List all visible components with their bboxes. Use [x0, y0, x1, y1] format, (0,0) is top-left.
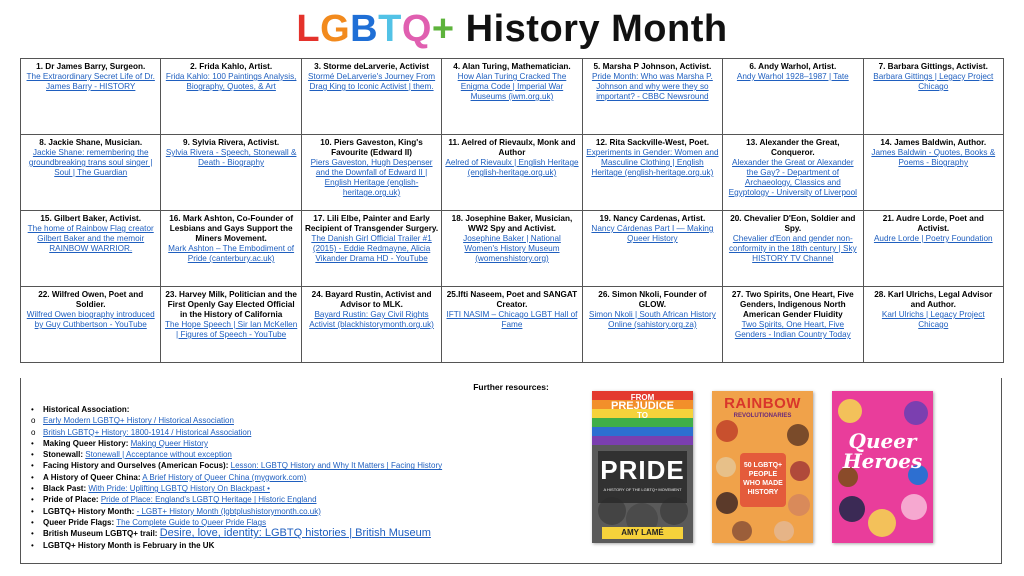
- day-link[interactable]: The Danish Girl Official Trailer #1 (2015) - Eddie Redmayne, Alicia Vikander Drama HD - YouTube: [311, 234, 432, 263]
- bullet-icon: •: [31, 461, 34, 471]
- day-cell: [582, 287, 722, 363]
- day-cell: [301, 59, 441, 135]
- resource-link[interactable]: A Brief History of Queer China (mygwork.com): [142, 472, 307, 482]
- resource-label: Facing History and Ourselves (American Focus):: [43, 461, 229, 471]
- day-heading: 22. Wilfred Owen, Poet and Soldier.: [38, 290, 144, 309]
- day-link[interactable]: Audre Lorde | Poetry Foundation: [873, 234, 993, 243]
- day-link[interactable]: IFTI NASIM – Chicago LGBT Hall of Fame: [446, 310, 578, 329]
- book2-title: RAINBOW: [724, 395, 801, 412]
- calendar-row: [21, 287, 1004, 363]
- resource-label: LGBTQ+ History Month:: [43, 506, 135, 516]
- day-heading: 20. Chevalier D'Eon, Soldier and Spy.: [730, 214, 856, 233]
- bullet-icon: •: [31, 450, 34, 460]
- book3-title: Queer Heroes: [842, 429, 923, 473]
- day-link[interactable]: The Hope Speech | Sir Ian McKellen | Figures of Speech - YouTube: [164, 320, 298, 339]
- title-letter: G: [320, 8, 351, 50]
- day-heading: 10. Piers Gaveston, King's Favourite (Edward II): [320, 138, 423, 157]
- day-cell: [301, 135, 441, 211]
- day-heading: 18. Josephine Baker, Musician, WW2 Spy and Activist.: [451, 214, 573, 233]
- resource-link[interactable]: The Complete Guide to Queer Pride Flags: [116, 517, 267, 527]
- day-cell: [21, 287, 161, 363]
- day-link[interactable]: Aelred of Rievaulx | English Heritage (english-heritage.org.uk): [445, 158, 579, 177]
- resource-label: Making Queer History:: [43, 438, 129, 448]
- resource-link[interactable]: Desire, love, identity: LGBTQ histories | British Museum: [159, 527, 431, 540]
- day-heading: 14. James Baldwin, Author.: [880, 138, 987, 147]
- day-link[interactable]: Barbara Gittings | Legacy Project Chicago: [873, 72, 994, 91]
- day-heading: 26. Simon Nkoli, Founder of GLOW.: [598, 290, 707, 309]
- bullet-icon: •: [31, 517, 34, 527]
- day-link[interactable]: Frida Kahlo: 100 Paintings Analysis, Biography, Quotes, & Art: [165, 72, 297, 91]
- book-cover-prejudice-to-pride: [592, 391, 693, 543]
- calendar-row: [21, 59, 1004, 135]
- day-heading: 11. Aelred of Rievaulx, Monk and Author: [448, 138, 576, 157]
- day-heading: 1. Dr James Barry, Surgeon.: [36, 62, 146, 71]
- day-cell: [21, 135, 161, 211]
- book2-subtitle: 50 LGBTQ+ PEOPLE WHO MADE HISTORY: [743, 462, 783, 496]
- title-letter: +: [431, 8, 455, 50]
- resource-item: [31, 415, 591, 426]
- day-link[interactable]: Andy Warhol 1928–1987 | Tate: [736, 72, 849, 81]
- bullet-icon: •: [31, 472, 34, 482]
- day-link[interactable]: The home of Rainbow Flag creator Gilbert Baker and the memoir RAINBOW WARRIOR.: [27, 224, 154, 253]
- resource-label: Pride of Place:: [43, 495, 99, 505]
- day-heading: 12. Rita Sackville-West, Poet.: [595, 138, 709, 147]
- resource-item: [31, 528, 591, 539]
- bullet-icon: o: [31, 416, 36, 426]
- resource-label: LGBTQ+ History Month is February in the UK: [43, 540, 215, 550]
- day-link[interactable]: Jackie Shane: remembering the groundbreaking trans soul singer | Soul | The Guardian: [28, 148, 153, 177]
- day-cell: [582, 135, 722, 211]
- day-cell: [723, 211, 863, 287]
- bullet-icon: •: [31, 529, 34, 539]
- title-letter: T: [378, 8, 402, 50]
- resource-label: Black Past:: [43, 484, 87, 494]
- title-letter: Q: [401, 8, 432, 50]
- bullet-icon: •: [31, 405, 34, 414]
- title-text: History Month: [465, 8, 728, 50]
- resources-heading: Further resources:: [473, 382, 549, 392]
- resource-item: [31, 460, 591, 471]
- resource-item: [31, 438, 591, 449]
- day-cell: [582, 59, 722, 135]
- day-heading: 2. Frida Kahlo, Artist.: [190, 62, 273, 71]
- book2-title-2: REVOLUTIONARIES: [733, 413, 792, 419]
- day-heading: 7. Barbara Gittings, Activist.: [878, 62, 988, 71]
- resource-item: [31, 472, 591, 483]
- day-heading: 6. Andy Warhol, Artist.: [749, 62, 837, 71]
- resource-item: [31, 494, 591, 505]
- resource-label: A History of Queer China:: [43, 472, 141, 482]
- resource-item: [31, 427, 591, 438]
- resource-label: Stonewall:: [43, 450, 84, 460]
- resource-link[interactable]: Stonewall | Acceptance without exception: [85, 450, 232, 460]
- day-cell: [442, 59, 582, 135]
- day-heading: 5. Marsha P Johnson, Activist.: [593, 62, 712, 71]
- resource-item: [31, 506, 591, 517]
- resources-list: [31, 404, 591, 551]
- day-link[interactable]: Two Spirits, One Heart, Five Genders - Indian Country Today: [734, 320, 851, 339]
- day-link[interactable]: Karl Ulrichs | Legacy Project Chicago: [881, 310, 985, 329]
- lgbtq-rainbow-wordmark: [296, 8, 454, 50]
- book1-author: AMY LAMÉ: [621, 528, 664, 537]
- day-cell: [723, 287, 863, 363]
- day-link[interactable]: Experiments in Gender: Women and Masculine Clothing | English Heritage (english-heritage.org.uk): [586, 148, 719, 177]
- day-cell: [301, 287, 441, 363]
- calendar-grid: [20, 58, 1004, 363]
- resource-label: Historical Association:: [43, 405, 130, 414]
- day-cell: [442, 135, 582, 211]
- resource-link[interactable]: - LGBT+ History Month (lgbtplushistorymonth.co.uk): [136, 506, 321, 516]
- day-link[interactable]: Nancy Cárdenas Part I — Making Queer History: [591, 224, 714, 243]
- day-heading: 16. Mark Ashton, Co-Founder of Lesbians and Gays Support the Miners Movement.: [169, 214, 294, 243]
- day-heading: 19. Nancy Cardenas, Artist.: [599, 214, 706, 223]
- day-link[interactable]: How Alan Turing Cracked The Enigma Code | Imperial War Museums (iwm.org.uk): [457, 72, 567, 101]
- day-cell: [161, 135, 301, 211]
- day-cell: [442, 211, 582, 287]
- day-cell: [301, 211, 441, 287]
- day-link[interactable]: Chevalier d'Eon and gender non-conformity in the 18th century | Sky HISTORY TV Channel: [728, 234, 857, 263]
- resource-link[interactable]: With Pride: Uplifting LGBTQ History On Blackpast •: [88, 484, 270, 494]
- day-link[interactable]: Pride Month: Who was Marsha P. Johnson and why were they so important? - CBBC Newsround: [591, 72, 713, 101]
- day-heading: 21. Audre Lorde, Poet and Activist.: [882, 214, 984, 233]
- day-cell: [161, 211, 301, 287]
- day-cell: [21, 59, 161, 135]
- book1-title-pride: PRIDE: [600, 455, 685, 485]
- day-heading: 24. Bayard Rustin, Activist and Advisor to MLK.: [311, 290, 432, 309]
- day-heading: 27. Two Spirits, One Heart, Five Genders, Indigenous North American Gender Fluidity: [731, 290, 854, 319]
- resource-link[interactable]: British LGBTQ+ History: 1800-1914 / Historical Association: [43, 427, 252, 437]
- day-heading: 3. Storme deLarverie, Activist: [314, 62, 429, 71]
- day-heading: 25.Ifti Naseem, Poet and SANGAT Creator.: [446, 290, 578, 309]
- day-cell: [863, 59, 1003, 135]
- day-heading: 4. Alan Turing, Mathematician.: [453, 62, 571, 71]
- page-title: [0, 6, 1024, 52]
- resource-item: [31, 449, 591, 460]
- day-link[interactable]: Bayard Rustin: Gay Civil Rights Activist (blackhistorymonth.org.uk): [309, 310, 434, 329]
- day-cell: [863, 211, 1003, 287]
- resource-item: [31, 540, 591, 551]
- resource-label: Queer Pride Flags:: [43, 517, 115, 527]
- day-link[interactable]: Simon Nkoli | South African History Online (sahistory.org.za): [588, 310, 716, 329]
- book1-title-top: FROM PREJUDICE TO: [611, 393, 674, 420]
- day-cell: [863, 135, 1003, 211]
- resource-link[interactable]: Lesson: LGBTQ History and Why It Matters | Facing History: [230, 461, 443, 471]
- day-cell: [723, 59, 863, 135]
- title-letter: L: [296, 8, 321, 50]
- day-cell: [863, 287, 1003, 363]
- bullet-icon: •: [31, 495, 34, 505]
- book-cover-rainbow-revolutionaries: [712, 391, 813, 543]
- day-link[interactable]: Alexander the Great or Alexander the Gay? - Department of Archaeology, Classics and Egyptology - University of Liverpool: [728, 158, 857, 197]
- day-heading: 23. Harvey Milk, Politician and the First Openly Gay Elected Official in the History of California: [165, 290, 297, 319]
- resource-link[interactable]: Pride of Place: England's LGBTQ Heritage | Historic England: [100, 495, 317, 505]
- day-link[interactable]: Stormé DeLarverie's Journey From Drag King to Iconic Activist | them.: [307, 72, 436, 91]
- book-cover-queer-heroes: [832, 391, 933, 543]
- bullet-icon: o: [31, 427, 36, 437]
- day-link[interactable]: The Extraordinary Secret Life of Dr. James Barry - HISTORY: [26, 72, 155, 91]
- day-link[interactable]: James Baldwin - Quotes, Books & Poems - Biography: [871, 148, 996, 167]
- day-heading: 9. Sylvia Rivera, Activist.: [183, 138, 280, 147]
- day-cell: [723, 135, 863, 211]
- bullet-icon: •: [31, 506, 34, 516]
- day-link[interactable]: Sylvia Rivera - Speech, Stonewall & Death - Biography: [165, 148, 297, 167]
- day-heading: 15. Gilbert Baker, Activist.: [40, 214, 142, 223]
- day-heading: 17. Lili Elbe, Painter and Early Recipient of Transgender Surgery.: [304, 214, 439, 233]
- day-heading: 28. Karl Ulrichs, Legal Advisor and Author.: [874, 290, 993, 309]
- day-cell: [442, 287, 582, 363]
- day-cell: [21, 211, 161, 287]
- day-heading: 8. Jackie Shane, Musician.: [39, 138, 143, 147]
- bullet-icon: •: [31, 540, 34, 550]
- bullet-icon: •: [31, 438, 34, 448]
- resource-item: [31, 404, 591, 415]
- day-link[interactable]: Mark Ashton – The Embodiment of Pride (canterbury.ac.uk): [168, 244, 295, 263]
- day-heading: 13. Alexander the Great, Conqueror.: [746, 138, 840, 157]
- resource-item: [31, 483, 591, 494]
- calendar-row: [21, 211, 1004, 287]
- calendar-row: [21, 135, 1004, 211]
- day-link[interactable]: Piers Gaveston, Hugh Despenser and the Downfall of Edward II | English Heritage (english-heritage.org.uk): [310, 158, 433, 197]
- day-link[interactable]: Josephine Baker | National Women's History Museum (womenshistory.org): [463, 234, 561, 263]
- book1-subtitle: A HISTORY OF THE LGBTQ+ MOVEMENT: [603, 487, 682, 492]
- title-letter: B: [350, 8, 379, 50]
- bullet-icon: •: [31, 484, 34, 494]
- day-cell: [161, 59, 301, 135]
- resource-label: British Museum LGBTQ+ trail:: [43, 529, 158, 539]
- resource-link[interactable]: Early Modern LGBTQ+ History / Historical Association: [43, 416, 234, 426]
- day-cell: [582, 211, 722, 287]
- day-cell: [161, 287, 301, 363]
- day-link[interactable]: Wilfred Owen biography introduced by Guy Cuthbertson - YouTube: [26, 310, 155, 329]
- resource-link[interactable]: Making Queer History: [130, 438, 208, 448]
